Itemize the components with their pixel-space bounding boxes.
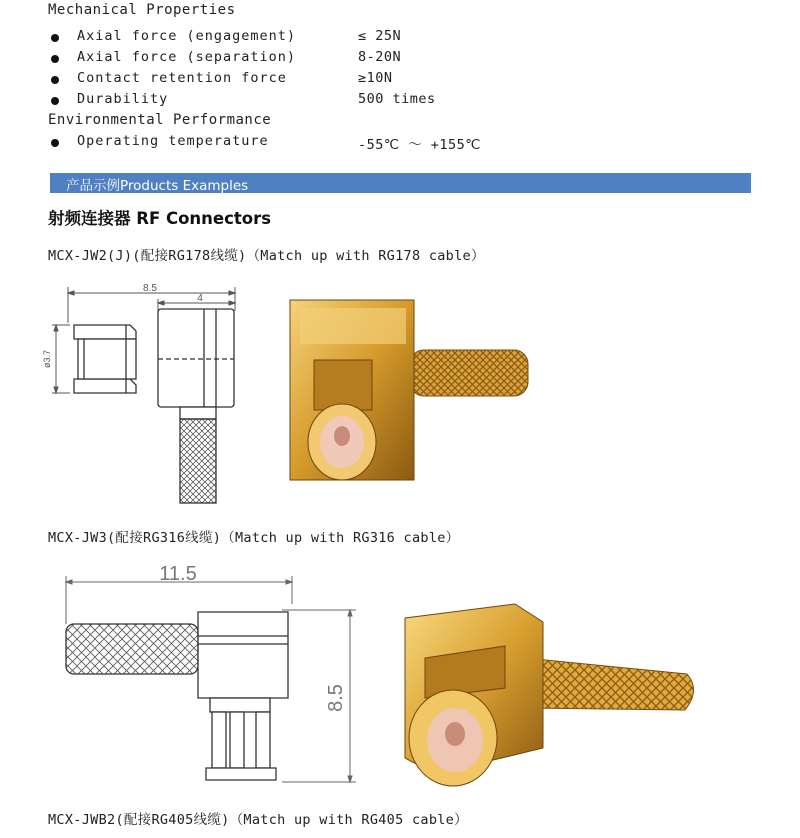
knurled-sleeve xyxy=(66,624,198,674)
property-row xyxy=(0,133,800,153)
mechanical-properties-heading: Mechanical Properties xyxy=(48,2,236,18)
property-name: Durability xyxy=(77,91,169,107)
products-examples-band xyxy=(50,173,751,193)
property-value: ≤ 25N xyxy=(358,28,402,44)
bullet-icon xyxy=(51,139,59,147)
property-value: 8-20N xyxy=(358,49,402,65)
band-label: 产品示例Products Examples xyxy=(66,178,249,194)
product-caption: MCX-JW2(J)(配接RG178线缆)（Match up with RG178 cable） xyxy=(48,248,485,264)
connector-photo-2 xyxy=(395,598,705,798)
property-name: Axial force (separation) xyxy=(77,49,297,65)
property-name: Contact retention force xyxy=(77,70,287,86)
property-value: ≥10N xyxy=(358,70,393,86)
bullet-icon xyxy=(51,97,59,105)
property-row xyxy=(0,70,800,90)
dimension-label: 4 xyxy=(197,293,203,304)
property-row xyxy=(0,49,800,69)
property-value: 500 times xyxy=(358,91,436,107)
dimension-label: 11.5 xyxy=(159,563,197,585)
knurled-sleeve xyxy=(180,419,216,503)
dimension-label: 8.5 xyxy=(143,283,157,294)
bullet-icon xyxy=(51,55,59,63)
property-row xyxy=(0,28,800,48)
bullet-icon xyxy=(51,76,59,84)
environmental-performance-heading: Environmental Performance xyxy=(48,112,272,128)
product-caption: MCX-JWB2(配接RG405线缆)（Match up with RG405 cable） xyxy=(48,812,468,828)
bullet-icon xyxy=(51,34,59,42)
property-row xyxy=(0,91,800,111)
connector-photo-1 xyxy=(280,290,540,500)
product-caption: MCX-JW3(配接RG316线缆)（Match up with RG316 cable） xyxy=(48,530,460,546)
connector-drawing-1 xyxy=(40,275,260,510)
section-title: 射频连接器 RF Connectors xyxy=(48,209,272,228)
dimension-label: ø3.7 xyxy=(42,349,52,369)
property-value: -55℃ ～ +155℃ xyxy=(358,137,481,153)
property-name: Operating temperature xyxy=(77,133,269,149)
property-name: Axial force (engagement) xyxy=(77,28,297,44)
connector-drawing-2 xyxy=(50,558,370,790)
dimension-label: 8.5 xyxy=(325,684,347,712)
